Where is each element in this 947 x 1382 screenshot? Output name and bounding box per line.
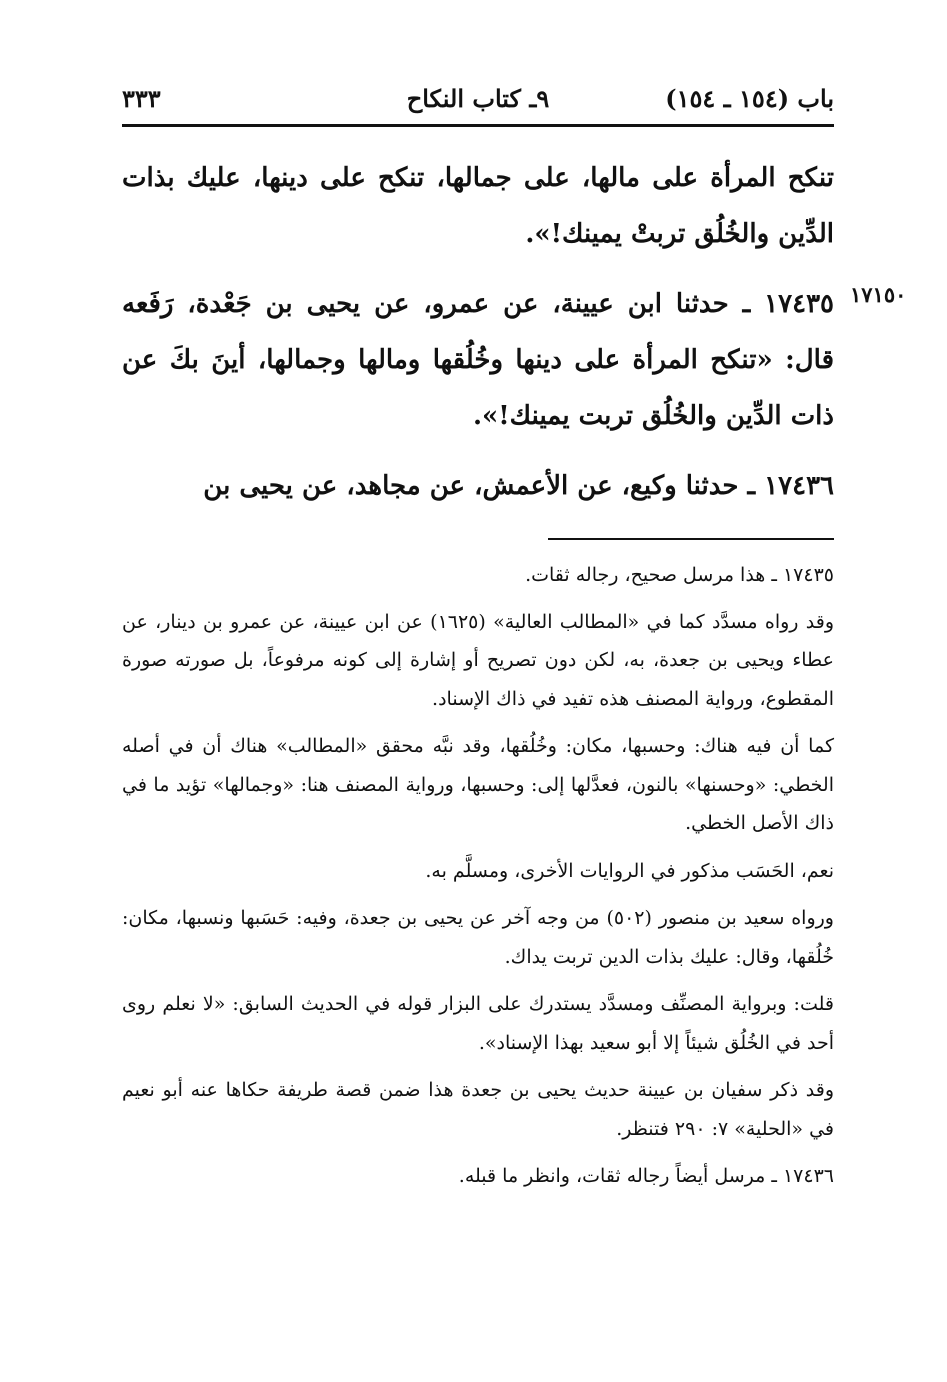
footnote-paragraph: كما أن فيه هناك: وحسبها، مكان: وخُلُقها، وقد نبَّه محقق «المطالب» هناك أن في أصله الخطي: «وحسنها» بالنون، فعدَّلها إلى: وحسبها، ورواية المصنف هنا: «وجمالها» تؤيد ما في ذاك الأصل الخطي.: [122, 735, 834, 834]
footnote-paragraph: وقد رواه مسدَّد كما في «المطالب العالية» (١٦٢٥) عن ابن عيينة، عن عمرو بن دينار، عن عطاء ويحيى بن جعدة، به، لكن دون تصريح أو إشارة إلى كونه مرفوعاً، بل صورته صورة المقطوع، ورواية المصنف هذه تفيد في ذاك الإسناد.: [122, 610, 834, 710]
footnote-paragraph: ١٧٤٣٥ ـ هذا مرسل صحيح، رجاله ثقات.: [525, 564, 834, 586]
hadith-17436: ١٧٤٣٦ ـ حدثنا وكيع، عن الأعمش، عن مجاهد، عن يحيى بن: [203, 471, 834, 501]
running-header: [122, 78, 834, 122]
header-rule: [122, 124, 834, 127]
hadith-17435: ١٧٤٣٥ ـ حدثنا ابن عيينة، عن عمرو، عن يحيى بن جَعْدة، رَفَعه قال: «تنكح المرأة على دينها وخُلُقها ومالها وجمالها، أينَ بكَ عن ذات الدِّين والخُلُق تربت يمينك!».: [122, 289, 834, 431]
footnote-separator: [548, 538, 834, 540]
footnote-paragraph: وقد ذكر سفيان بن عيينة حديث يحيى بن جعدة هذا ضمن قصة طريفة حكاها عنه أبو نعيم في «الحلية» ٧: ٢٩٠ فتنظر.: [122, 1079, 834, 1140]
footnote-paragraph: ١٧٤٣٦ ـ مرسل أيضاً رجاله ثقات، وانظر ما قبله.: [458, 1165, 834, 1187]
main-text-block-2: [122, 276, 834, 444]
main-text-block-1: [122, 150, 834, 262]
footnote-paragraph: قلت: وبرواية المصنِّف ومسدَّد يستدرك على البزار قوله في الحديث السابق: «لا نعلم روى أحد في الخُلُق شيئاً إلا أبو سعيد بهذا الإسناد».: [122, 993, 834, 1054]
footnote-paragraph: ورواه سعيد بن منصور (٥٠٢) من وجه آخر عن يحيى بن جعدة، وفيه: حَسَبها ونسبها، مكان: خُلُقها، وقال: عليك بذات الدين تربت يداك.: [122, 907, 834, 968]
chapter-range: باب (١٥٤ ـ ١٥٤): [665, 84, 834, 113]
book-title: ٩ـ كتاب النكاح: [406, 84, 550, 113]
margin-number: ١٧١٥٠: [850, 282, 907, 307]
main-text-block-3: [122, 458, 834, 514]
page-number: ٣٣٣: [122, 84, 161, 113]
hadith-text-continued: تنكح المرأة على مالها، على جمالها، تنكح على دينها، عليك بذات الدِّين والخُلُق تربتْ يمينك!».: [122, 163, 834, 249]
footnotes: [122, 556, 834, 1205]
footnote-paragraph: نعم، الحَسَب مذكور في الروايات الأخرى، ومسلَّم به.: [425, 859, 834, 882]
